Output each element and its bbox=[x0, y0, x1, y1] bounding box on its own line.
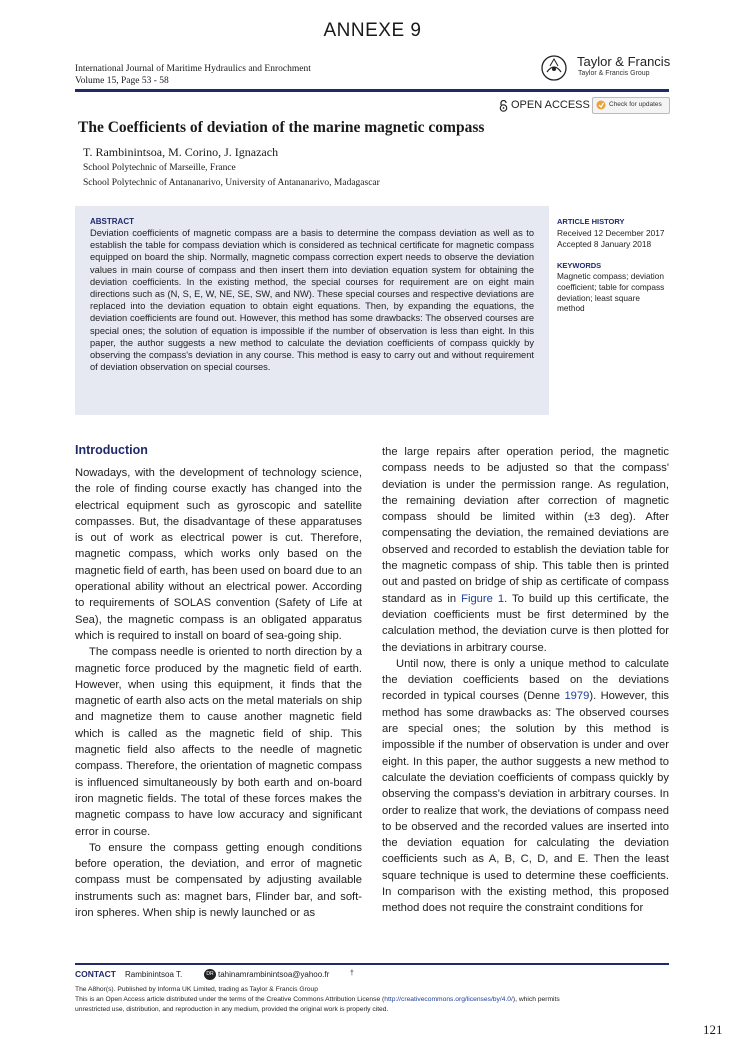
footer-rule bbox=[75, 963, 669, 965]
author-list: T. Rambinintsoa, M. Corino, J. Ignazach bbox=[83, 145, 279, 159]
footer-license-line bbox=[75, 995, 675, 1004]
check-for-updates-button[interactable] bbox=[592, 97, 670, 114]
contact-email-icon: DR bbox=[204, 969, 216, 980]
received-date: Received 12 December 2017 bbox=[557, 228, 665, 238]
paragraph-5-text-a: Until now, there is only a unique method to calculate the deviation coefficients based on the deviations recorded in typical courses (Denne bbox=[382, 657, 669, 703]
footer-line-3: unrestricted use, distribution, and reproduction in any medium, provided the original work is properly cited. bbox=[75, 1006, 389, 1013]
publisher-name: Taylor & Francis bbox=[577, 54, 671, 69]
keywords-heading: KEYWORDS bbox=[557, 261, 602, 270]
contact-dagger-mark: † bbox=[350, 970, 354, 977]
open-access-lock-icon bbox=[499, 100, 508, 112]
affiliation-1: School Polytechnic of Marseille, France bbox=[83, 163, 236, 173]
denne-1979-citation-link[interactable]: 1979 bbox=[564, 690, 590, 703]
taylor-francis-logo-icon bbox=[540, 52, 574, 82]
contact-email-link[interactable]: tahinamrambinintsoa@yahoo.fr bbox=[218, 970, 330, 979]
journal-volume: Volume 15, Page 53 - 58 bbox=[75, 76, 169, 86]
abstract-text: Deviation coefficients of magnetic compass are a basis to determine the compass deviation as well as to establish the table for compass deviation which is considered as technical certificate for magnetic compass equipped on board the ship. Normally, magnetic compass correction expert needs to observe the deviation values in main course of compass and then insert them into deviation equation system for obtaining the deviation coefficients. In the existing method, the special courses for requirement are on eight main directions such as (N, S, E, W, NE, SE, SW, and NW). These special courses and respective deviations are replaced into the deviation equation to obtain eight equations. Then, by expanding the equations, the deviation coefficients are found out. However, this method has some drawbacks: The observed courses are special ones; the solution of equation is impossible if the number of observation is less than eight. In this paper, the author suggests a new method to calculate the deviation coefficients of compass quickly by observing the compass's deviation in any course. This method is easy to carry out and without requirement of deviation observation on special courses. bbox=[90, 228, 534, 373]
intro-paragraph-5 bbox=[382, 656, 669, 917]
paragraph-5-text-b: ). However, this method has some drawbacks as: The observed courses are special ones; the solution by this method is impossible if the number of observation is under and over eight. In this paper, the author suggests a new method to calculate the deviation coefficients of compass quickly by observing the compass's deviation in arbitrary courses. In order to realize that work, the deviations of compass need to be observed and the recorded values are inserted into the deviation equation for calculating the deviation coefficients such as A, B, C, D, and E. Then the least square technique is used to determine these coefficients. In comparison with the existing method, this proposed method does not require the constraint conditions for bbox=[382, 690, 670, 915]
footer-line-2b: ), which permits bbox=[512, 996, 560, 1003]
header-rule bbox=[75, 89, 669, 92]
open-access-label: OPEN ACCESS bbox=[511, 99, 590, 111]
intro-paragraph-3: To ensure the compass getting enough conditions before operation, the deviation, and error of magnetic compass must be compensated by adjusting available instruments such as: magnet bars, Flinder bar, and soft-iron spheres. When ship is newly launched or as bbox=[75, 841, 362, 920]
keywords-text: Magnetic compass; deviation coefficient; table for compass deviation; least square method bbox=[557, 271, 665, 314]
intro-paragraph-4 bbox=[382, 444, 669, 656]
figure-1-link[interactable]: Figure 1 bbox=[461, 592, 505, 605]
footer-line-1: The A8hor(s). Published by Informa UK Limited, trading as Taylor & Francis Group bbox=[75, 986, 318, 993]
intro-paragraph-2: The compass needle is oriented to north direction by a magnetic force produced by the magnetic field of earth. However, when using this equipment, it finds that the magnetic of earth also acts on the metal materials on ship and magnetize them to cause another magnetic field which is called as the magnetic field of ship. This magnetic field also affects to the needle of magnetic compass. Therefore, the orientation of magnetic compass is influenced simultaneously by both earth and on-board iron magnetic fields. The total of these forces makes the magnetic compass to have low accuracy and significant error in course. bbox=[75, 646, 362, 838]
journal-info bbox=[75, 63, 311, 87]
page-number: 121 bbox=[703, 1022, 723, 1037]
paragraph-4-text-b: . To build up this certificate, the deviation coefficients must be first determined by the calculation method, the deviation curve is then plotted for the deviations in arbitrary course. bbox=[382, 592, 669, 654]
left-column bbox=[75, 465, 362, 921]
introduction-heading: Introduction bbox=[75, 443, 148, 457]
publisher-group: Taylor & Francis Group bbox=[578, 70, 650, 77]
affiliation-2: School Polytechnic of Antananarivo, University of Antananarivo, Madagascar bbox=[83, 178, 380, 188]
journal-name: International Journal of Maritime Hydraulics and Enrochment bbox=[75, 64, 311, 74]
accepted-date: Accepted 8 January 2018 bbox=[557, 239, 652, 249]
footer-line-2a: This is an Open Access article distributed under the terms of the Creative Commons Attribution License ( bbox=[75, 996, 385, 1003]
crossmark-icon bbox=[596, 100, 606, 110]
abstract-heading: ABSTRACT bbox=[90, 217, 134, 226]
annexe-label: ANNEXE 9 bbox=[323, 20, 422, 41]
intro-paragraph-1: Nowadays, with the development of technology science, the role of finding course exactly has changed into the electrical equipment such as gyroscopic and satellite compasses. But, the disadvantage of these apparatuses is out of work as electrical power is cut. Therefore, magnetic compass, which works only based on the magnetic field of earth, has been used on board due to an operational ability without an electrical power. According to requirements of SOLAS convention (Safety of Life at Sea), the magnetic compass is an obligated apparatus which is required to install on board of sea-going ship. bbox=[75, 467, 362, 642]
contact-name: Rambinintsoa T. bbox=[125, 970, 183, 979]
license-link[interactable]: http://creativecommons.org/licenses/by/4.0/ bbox=[384, 996, 513, 1003]
right-column bbox=[382, 444, 669, 917]
paragraph-4-text-a: the large repairs after operation period, the magnetic compass needs to be adjusted so that the compass' deviation is under the permission range. As regulation, the remaining deviation after correction of magnetic compass should be limited within (±3 deg). After compensating the deviation, the remained deviations are observed and recorded to establish the deviation table for the magnetic compass of ship. This table then is printed out and pasted on bridge of ship as certificate of compass standard as in bbox=[382, 446, 669, 605]
paper-title: The Coefficients of deviation of the marine magnetic compass bbox=[78, 119, 485, 136]
article-history-heading: ARTICLE HISTORY bbox=[557, 217, 625, 226]
contact-heading: CONTACT bbox=[75, 969, 116, 979]
check-for-updates-label: Check for updates bbox=[609, 101, 662, 108]
